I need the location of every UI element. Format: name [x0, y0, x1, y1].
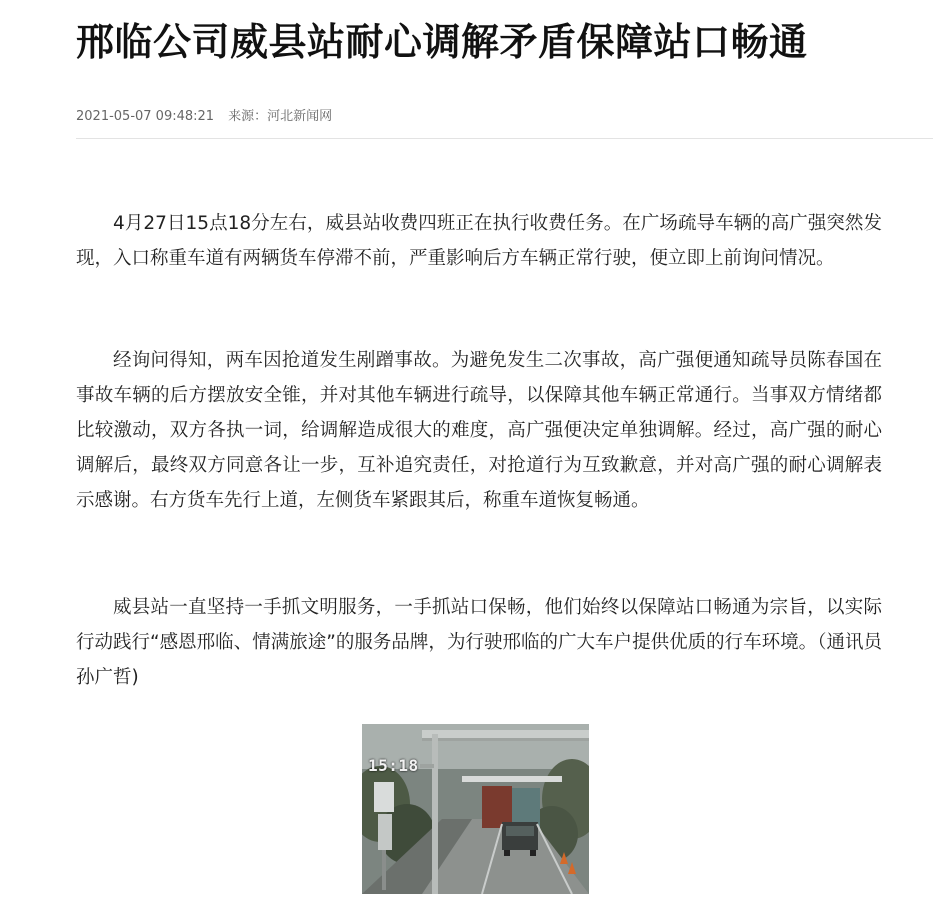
- title-divider: [76, 138, 933, 139]
- article-paragraph: 经询问得知，两车因抢道发生剐蹭事故。为避免发生二次事故，高广强便通知疏导员陈春国在事故车辆的后方摆放安全锥，并对其他车辆进行疏导，以保障其他车辆正常通行。当事双方情绪都比较激动，双方各执一词，给调解造成很大的难度，高广强便决定单独调解。经过，高广强的耐心调解后，最终双方同意各让一步，互补追究责任，对抢道行为互致歉意，并对高广强的耐心调解表示感谢。右方货车先行上道，左侧货车紧跟其后，称重车道恢复畅通。: [76, 350, 882, 511]
- article-paragraph: 4月27日15点18分左右，威县站收费四班正在执行收费任务。在广场疏导车辆的高广强突然发现，入口称重车道有两辆货车停滞不前，严重影响后方车辆正常行驶，便立即上前询问情况。: [76, 213, 882, 269]
- publish-date: 2021-05-07 09:48:21: [76, 109, 215, 124]
- article-photo: [362, 724, 589, 894]
- toll-plaza-cctv-image: [362, 724, 589, 894]
- article-source: 来源：河北新闻网: [228, 109, 333, 124]
- article-paragraph: 威县站一直坚持一手抓文明服务，一手抓站口保畅，他们始终以保障站口畅通为宗旨，以实际行动践行“感恩邢临、情满旅途”的服务品牌，为行驶邢临的广大车户提供优质的行车环境。（通讯员孙广哲): [76, 597, 882, 688]
- article-meta: [76, 108, 332, 126]
- article-title: 邢临公司威县站耐心调解矛盾保障站口畅通: [76, 20, 808, 64]
- camera-timestamp: 15:18: [368, 756, 419, 775]
